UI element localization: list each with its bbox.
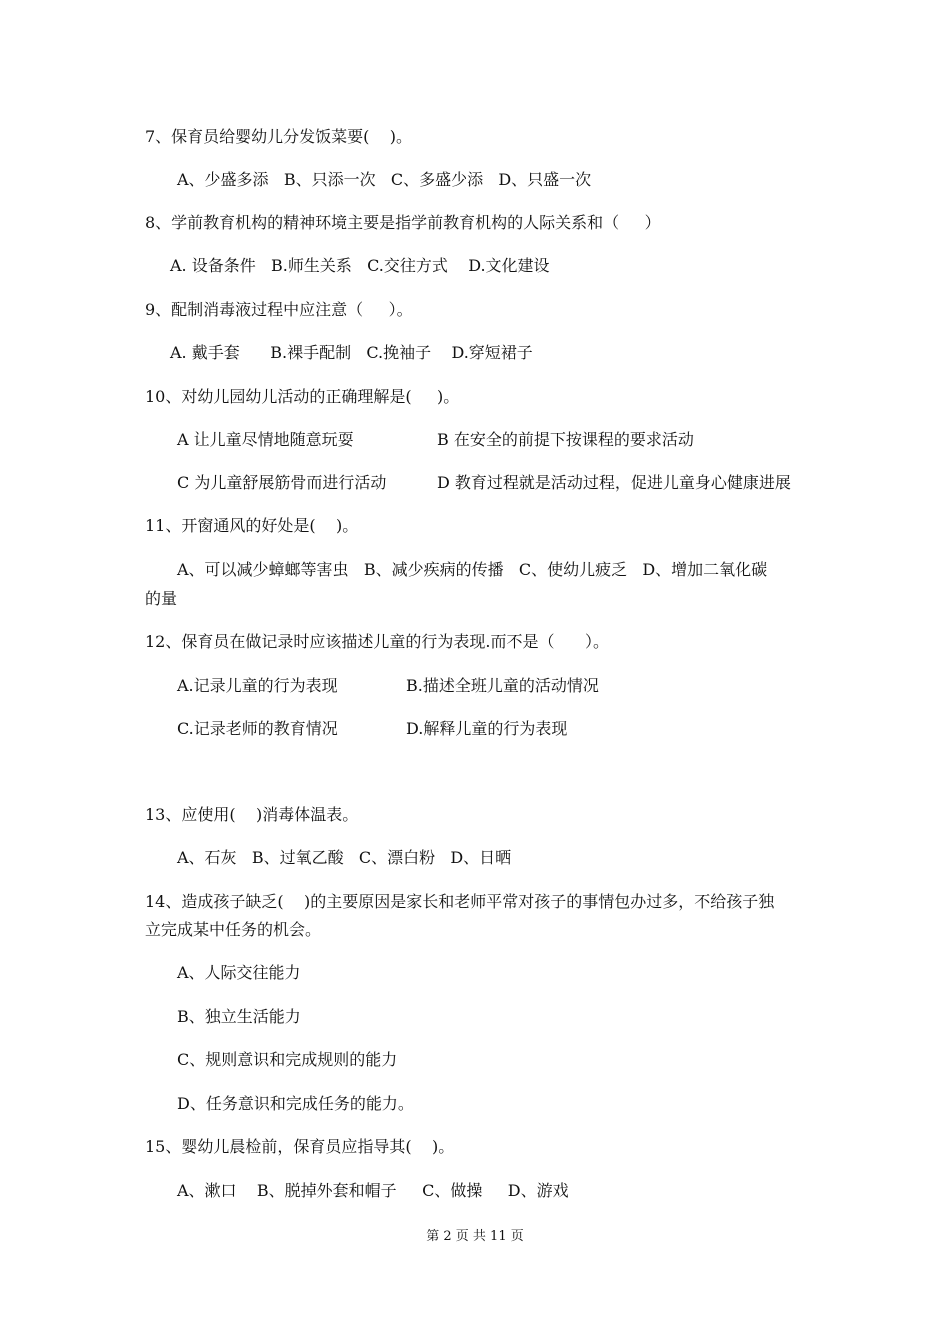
page-footer: 第 2 页 共 11 页 — [426, 1229, 524, 1244]
question-13-options: A、石灰 B、过氧乙酸 C、漂白粉 D、日晒 — [177, 848, 512, 867]
question-12-option-c: C.记录老师的教育情况 — [177, 719, 338, 738]
question-15-stem: 15、婴幼儿晨检前，保育员应指导其( )。 — [145, 1137, 455, 1156]
question-15-options: A、漱口 B、脱掉外套和帽子 C、做操 D、游戏 — [177, 1181, 569, 1200]
question-14-stem-wrap: 立完成某中任务的机会。 — [145, 920, 322, 939]
question-11-options-wrap: 的量 — [145, 589, 178, 608]
question-12-option-d: D.解释儿童的行为表现 — [406, 719, 568, 738]
question-9-options: A. 戴手套 B.裸手配制 C.挽袖子 D.穿短裙子 — [170, 343, 533, 362]
question-7-stem: 7、保育员给婴幼儿分发饭菜要( )。 — [145, 127, 413, 146]
question-11-options: A、可以减少蟑螂等害虫 B、减少疾病的传播 C、使幼儿疲乏 D、增加二氧化碳 — [177, 560, 768, 579]
question-14-stem: 14、造成孩子缺乏( )的主要原因是家长和老师平常对孩子的事情包办过多，不给孩子独 — [145, 892, 775, 911]
question-10-option-d: D 教育过程就是活动过程，促进儿童身心健康进展 — [437, 473, 791, 492]
question-7-options: A、少盛多添 B、只添一次 C、多盛少添 D、只盛一次 — [177, 170, 592, 189]
question-14-option-a: A、人际交往能力 — [177, 963, 301, 982]
question-11-stem: 11、开窗通风的好处是( )。 — [145, 516, 359, 535]
question-14-option-d: D、任务意识和完成任务的能力。 — [177, 1094, 414, 1113]
question-12-option-b: B.描述全班儿童的活动情况 — [406, 676, 599, 695]
question-10-option-a: A 让儿童尽情地随意玩耍 — [177, 430, 354, 449]
question-8-stem: 8、学前教育机构的精神环境主要是指学前教育机构的人际关系和（ ） — [145, 213, 661, 232]
question-10-option-c: C 为儿童舒展筋骨而进行活动 — [177, 473, 387, 492]
question-14-option-b: B、独立生活能力 — [177, 1007, 301, 1026]
question-14-option-c: C、规则意识和完成规则的能力 — [177, 1050, 398, 1069]
question-13-stem: 13、应使用( )消毒体温表。 — [145, 805, 359, 824]
question-12-stem: 12、保育员在做记录时应该描述儿童的行为表现.而不是（ ）。 — [145, 632, 609, 651]
question-8-options: A. 设备条件 B.师生关系 C.交往方式 D.文化建设 — [170, 256, 550, 275]
question-10-stem: 10、对幼儿园幼儿活动的正确理解是( )。 — [145, 387, 460, 406]
question-10-option-b: B 在安全的前提下按课程的要求活动 — [437, 430, 694, 449]
question-12-option-a: A.记录儿童的行为表现 — [177, 676, 338, 695]
question-9-stem: 9、配制消毒液过程中应注意（ ）。 — [145, 300, 413, 319]
